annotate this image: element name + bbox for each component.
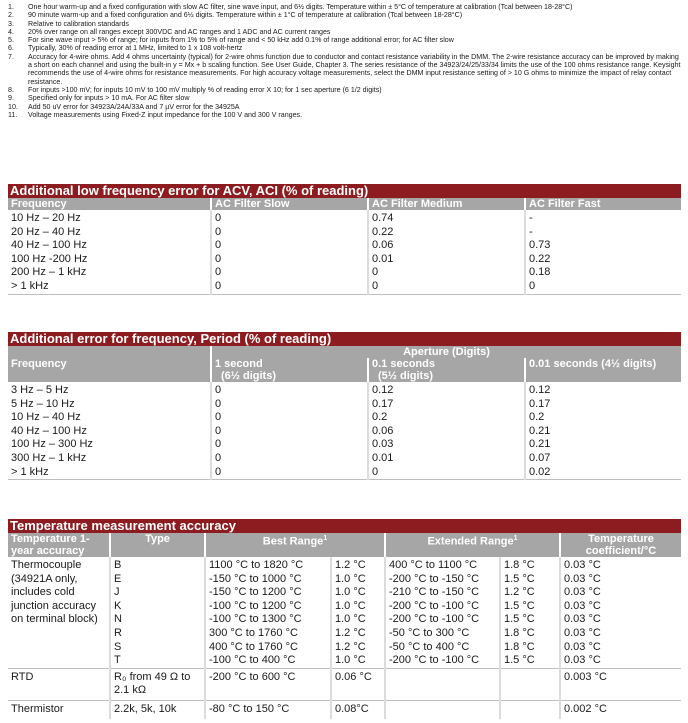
table-cell: 0 <box>211 253 368 267</box>
footnote-text: Relative to calibration standards <box>28 19 129 28</box>
table-cell: 300 °C to 1760 °C <box>205 627 331 641</box>
freq-header-blank <box>8 346 211 358</box>
table-cell: 0 <box>211 382 368 398</box>
table-cell: -100 °C to 1300 °C <box>205 613 331 627</box>
footnote-item <box>8 103 684 111</box>
table-cell: 1.2 °C <box>500 586 560 600</box>
table-cell: 0.03 °C <box>564 654 601 667</box>
footnote-item <box>8 28 684 36</box>
table-cell: > 1 kHz <box>8 466 211 480</box>
table-cell: 0.03 <box>368 438 525 452</box>
footnote-item <box>8 36 684 44</box>
table-row <box>8 425 681 439</box>
footnote-item <box>8 11 684 19</box>
footnote-text: Voltage measurements using Fixed-Z input impedance for the 100 V and 300 V ranges. <box>28 110 303 119</box>
table-cell: 0.22 <box>368 226 525 240</box>
footnote-number: 6. <box>8 44 14 53</box>
table-cell: 2.2k, 5k, 10k <box>110 700 205 718</box>
table-cell: 0.21 <box>529 424 551 437</box>
freq-header-01s-line1: 0.1 seconds <box>372 358 435 370</box>
table-cell: 200 Hz – 1 kHz <box>8 266 211 280</box>
acv-header-fast: AC Filter Fast <box>525 198 681 210</box>
table-cell: 0 <box>211 266 368 280</box>
table-cell: 0.17 <box>529 397 551 410</box>
footnote-item <box>8 86 684 94</box>
footnote-text: Accuracy for 4-wire ohms. Add 4 ohms uncertainty (typical) for 2-wire ohms function due to conductor and contact resistance variability in the DMM. The 2-wire resistance accuracy can be improved by making a short on each channel and using the built-in y = Mx + b scaling function. See User Guide, Chapter 3. The series resistance of the 34923/24/25/33/34 limits the use of the 100 ohms resistance range. Keysight recommends the use of 4-wire ohms for resistance measurements. For high accuracy voltage measurements, select the DMM input resistance setting of > 10 G ohms to minimize the impact of relay contact resistance. <box>28 52 681 86</box>
table-cell: 0.03 °C <box>564 572 601 585</box>
table-cell: 0 <box>368 280 525 294</box>
table-cell: 3 Hz – 5 Hz <box>8 382 211 398</box>
table-cell: -200 °C to 600 °C <box>205 668 331 700</box>
table-cell: 0 <box>211 226 368 240</box>
table-cell: 1.0 °C <box>331 573 385 587</box>
table-cell: 10 Hz – 20 Hz <box>8 210 211 226</box>
table-cell: 400 °C to 1100 °C <box>385 557 500 573</box>
table-row <box>8 466 681 480</box>
table-cell: 10 Hz – 40 Hz <box>8 411 211 425</box>
table-cell: 0.002 °C <box>560 700 681 718</box>
table-cell: 100 Hz – 300 Hz <box>8 438 211 452</box>
table-cell: 1.0 °C <box>331 600 385 614</box>
freq-table-title: Additional error for frequency, Period (% of reading) <box>8 332 681 346</box>
footnote-number: 9. <box>8 94 14 103</box>
acv-header-slow: AC Filter Slow <box>211 198 368 210</box>
temp-header-extended-range <box>385 533 560 557</box>
table-cell: 40 Hz – 100 Hz <box>8 425 211 439</box>
table-row <box>8 398 681 412</box>
table-cell: R₀ from 49 Ω to 2.1 kΩ <box>110 668 205 700</box>
table-cell: 0.22 <box>529 252 551 265</box>
footnote-item <box>8 111 684 119</box>
freq-header-1s-line2: (6½ digits) <box>221 370 277 382</box>
extended-range-label: Extended Range <box>427 535 514 548</box>
table-cell: 0.01 <box>368 452 525 466</box>
extended-range-footnote: 1 <box>513 535 518 542</box>
table-cell: 0.07 <box>529 451 551 464</box>
table-cell <box>385 668 500 700</box>
temp-header-accuracy: Temperature 1-year accuracy <box>8 533 110 557</box>
footnote-number: 2. <box>8 11 14 20</box>
table-cell: 20 Hz – 40 Hz <box>8 226 211 240</box>
table-cell: 400 °C to 1760 °C <box>205 641 331 655</box>
table-row <box>8 438 681 452</box>
table-cell: -150 °C to 1000 °C <box>205 573 331 587</box>
footnote-text: For sine wave input > 5% of range; for inputs from 1% to 5% of range and < 50 kHz add 0.1% of range additional error; for AC filter slow <box>28 36 454 45</box>
table-cell: 0 <box>211 280 368 294</box>
table-cell: 0.02 <box>525 466 681 480</box>
thermistor-row <box>8 700 681 718</box>
table-cell: 0 <box>368 466 525 480</box>
table-cell: 0 <box>211 425 368 439</box>
table-cell: -50 °C to 300 °C <box>385 627 500 641</box>
footnote-text: Add 50 uV error for 34923A/24A/33A and 7 µV error for the 34925A <box>28 102 240 111</box>
table-cell: 0.17 <box>368 398 525 412</box>
best-range-footnote: 1 <box>323 535 328 542</box>
table-cell: RTD <box>8 668 110 700</box>
table-cell: 1.8 °C <box>500 557 560 573</box>
table-cell: 0 <box>211 398 368 412</box>
table-cell: S <box>110 641 205 655</box>
footnote-number: 5. <box>8 36 14 45</box>
table-cell: 1.2 °C <box>331 641 385 655</box>
table-cell: 0.06 °C <box>331 668 385 700</box>
freq-header-001s: 0.01 seconds (4½ digits) <box>525 358 681 382</box>
table-cell: -50 °C to 400 °C <box>385 641 500 655</box>
table-row <box>8 210 681 226</box>
table-cell: 1.5 °C <box>500 600 560 614</box>
table-cell: 40 Hz – 100 Hz <box>8 239 211 253</box>
frequency-period-error-table <box>8 332 681 480</box>
rtd-row <box>8 668 681 700</box>
footnote-number: 3. <box>8 19 14 28</box>
temp-header-coefficient: Temperature coefficient/°C <box>560 533 681 557</box>
table-row <box>8 266 681 280</box>
table-cell: - <box>529 212 533 224</box>
table-cell: -200 °C to -100 °C <box>385 654 500 668</box>
temp-header-best-range <box>205 533 385 557</box>
freq-header-01s-line2: (5½ digits) <box>378 370 434 382</box>
table-row <box>8 239 681 253</box>
table-cell: 0.03 °C <box>564 613 601 626</box>
table-cell <box>500 668 560 700</box>
table-cell: 1.8 °C <box>500 627 560 641</box>
table-cell: 0 <box>211 466 368 480</box>
footnote-item <box>8 53 684 86</box>
footnote-item <box>8 94 684 102</box>
footnote-text: For inputs >100 mV; for inputs 10 mV to 100 mV multiply % of reading error X 10; for 1 sec aperture (6 1/2 digits) <box>28 85 382 94</box>
table-cell: -200 °C to -150 °C <box>385 573 500 587</box>
acv-frequency-error-table <box>8 184 681 295</box>
table-cell: R <box>110 627 205 641</box>
table-cell: 0.2 <box>368 411 525 425</box>
table-cell: -210 °C to -150 °C <box>385 586 500 600</box>
table-cell <box>385 700 500 718</box>
table-cell: T <box>110 654 205 668</box>
table-cell: 0 <box>211 452 368 466</box>
table-row <box>8 280 681 294</box>
table-cell: B <box>110 557 205 573</box>
table-cell: Thermistor <box>8 700 110 718</box>
table-row <box>8 452 681 466</box>
footnote-item <box>8 20 684 28</box>
table-cell: 0.01 <box>368 253 525 267</box>
table-cell: 0.73 <box>529 239 551 252</box>
footnote-text: 20% over range on all ranges except 300VDC and AC ranges and 1 ADC and AC current ranges <box>28 27 331 36</box>
table-cell: 5 Hz – 10 Hz <box>8 398 211 412</box>
temp-header-type: Type <box>110 533 205 557</box>
table-cell: 0 <box>368 266 525 280</box>
footnote-number: 8. <box>8 85 14 94</box>
table-cell: - <box>529 225 533 238</box>
best-range-label: Best Range <box>262 535 324 548</box>
table-cell: 0.18 <box>529 266 551 279</box>
table-cell: 0.03 °C <box>564 640 601 653</box>
table-cell: 0 <box>525 280 681 294</box>
table-cell: 1.0 °C <box>331 586 385 600</box>
table-row <box>8 382 681 398</box>
freq-header-1s-line1: 1 second <box>215 358 263 370</box>
table-cell: N <box>110 613 205 627</box>
table-row <box>8 226 681 240</box>
table-cell: 1.5 °C <box>500 654 560 668</box>
footnote-number: 11. <box>8 110 18 119</box>
table-cell: 0.12 <box>529 384 551 396</box>
footnote-text: Typically, 30% of reading error at 1 MHz, limited to 1 x 108 volt-hertz <box>28 44 243 53</box>
table-cell: -200 °C to -100 °C <box>385 613 500 627</box>
footnote-text: One hour warm-up and a fixed configuration with slow AC filter, sine wave input, and 6½ digits. Temperature within ± 5°C of temperature at calibration (Tcal between 18-28°C) <box>28 3 573 11</box>
footnote-number: 1. <box>8 3 14 11</box>
table-cell: 1.5 °C <box>500 613 560 627</box>
table-cell: -80 °C to 150 °C <box>205 700 331 718</box>
footnote-item <box>8 44 684 52</box>
table-cell: 300 Hz – 1 kHz <box>8 452 211 466</box>
footnote-item <box>8 3 684 11</box>
table-cell <box>500 700 560 718</box>
table-row <box>8 411 681 425</box>
freq-header-01s <box>368 358 525 382</box>
table-cell: E <box>110 573 205 587</box>
table-cell: 1.0 °C <box>331 654 385 668</box>
footnote-number: 7. <box>8 52 14 61</box>
table-cell: 1100 °C to 1820 °C <box>205 557 331 573</box>
table-cell: K <box>110 600 205 614</box>
table-cell: 1.0 °C <box>331 613 385 627</box>
table-cell: 1.8 °C <box>500 641 560 655</box>
table-cell: 0.08°C <box>331 700 385 718</box>
table-cell: J <box>110 586 205 600</box>
table-cell: 0 <box>211 438 368 452</box>
table-cell: 1.5 °C <box>500 573 560 587</box>
table-cell: 0.21 <box>529 438 551 451</box>
temp-table-title: Temperature measurement accuracy <box>8 519 681 533</box>
table-cell: 0.2 <box>529 411 545 424</box>
table-cell: -100 °C to 400 °C <box>205 654 331 668</box>
footnotes <box>8 3 684 119</box>
table-cell: 0.74 <box>368 210 525 226</box>
table-cell: 0.03 °C <box>564 586 601 599</box>
table-cell: 100 Hz -200 Hz <box>8 253 211 267</box>
table-cell: > 1 kHz <box>8 280 211 294</box>
table-cell: 0 <box>211 411 368 425</box>
acv-header-medium: AC Filter Medium <box>368 198 525 210</box>
table-cell: 0.03 °C <box>564 626 601 639</box>
freq-header-aperture: Aperture (Digits) <box>211 346 681 358</box>
footnote-text: Specified only for inputs > 10 mA. For AC filter slow <box>28 94 190 103</box>
footnote-text: 90 minute warm-up and a fixed configuration and 6½ digits. Temperature within ± 1°C of temperature at calibration (Tcal between 18-28°C) <box>28 11 463 20</box>
table-row <box>8 253 681 267</box>
thermocouple-row <box>8 557 681 573</box>
table-cell: 0 <box>211 210 368 226</box>
table-cell: 0.12 <box>368 382 525 398</box>
acv-header-frequency: Frequency <box>8 198 211 210</box>
table-cell: 0.03 °C <box>564 559 601 571</box>
table-cell: 0.06 <box>368 239 525 253</box>
freq-header-frequency: Frequency <box>8 358 211 382</box>
freq-header-1s <box>211 358 368 382</box>
table-cell: -200 °C to -100 °C <box>385 600 500 614</box>
table-cell: 0.03 °C <box>564 599 601 612</box>
table-cell: -150 °C to 1200 °C <box>205 586 331 600</box>
table-cell: 1.2 °C <box>331 627 385 641</box>
table-cell: -100 °C to 1200 °C <box>205 600 331 614</box>
acv-table-title: Additional low frequency error for ACV, ACI (% of reading) <box>8 184 681 198</box>
table-cell: 1.2 °C <box>331 557 385 573</box>
table-cell: 0.06 <box>368 425 525 439</box>
table-cell: 0.003 °C <box>560 668 681 700</box>
thermocouple-label: Thermocouple (34921A only, includes cold junction accuracy on terminal block) <box>8 557 110 668</box>
footnote-number: 4. <box>8 27 14 36</box>
footnote-number: 10. <box>8 102 18 111</box>
table-cell: 0 <box>211 239 368 253</box>
temperature-accuracy-table <box>8 519 681 719</box>
